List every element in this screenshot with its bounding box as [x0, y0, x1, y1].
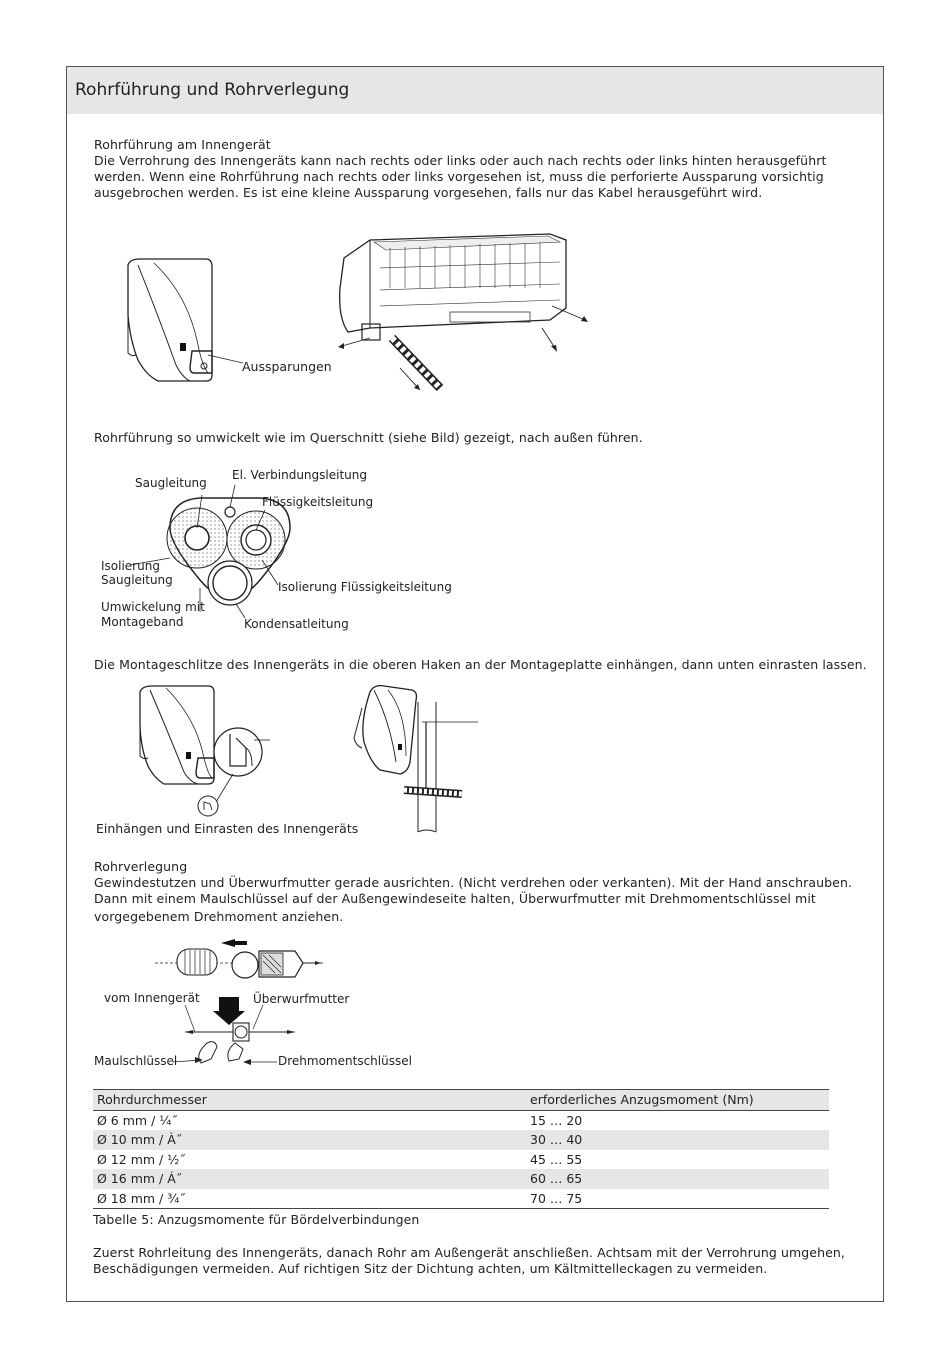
- table-row: [93, 1150, 829, 1170]
- install-line-2: Dann mit einem Maulschlüssel auf der Außengewindeseite halten, Überwurfmutter mit Drehmomentschlüssel mit: [94, 891, 816, 906]
- final-line-2: Beschädigungen vermeiden. Auf richtigen Sitz der Dichtung achten, um Kältmittelleckagen zu vermeiden.: [93, 1261, 768, 1276]
- label-saugleitung: Saugleitung: [135, 476, 207, 490]
- table-cell-torque: 60 … 65: [526, 1169, 829, 1189]
- mount-hook-illustration: [128, 682, 278, 817]
- label-maulschluessel: Maulschlüssel: [94, 1054, 178, 1068]
- label-isolierung-saug-1: Isolierung: [101, 559, 160, 573]
- label-vom-innengeraet: vom Innengerät: [104, 991, 200, 1005]
- table-row: [93, 1189, 829, 1209]
- intro-line-2: werden. Wenn eine Rohrführung nach rechts oder links vorgesehen ist, muss die perforierte Aussparung vorsichtig: [94, 169, 824, 184]
- table-row: [93, 1110, 829, 1130]
- torque-table: [93, 1089, 829, 1209]
- table-header-torque: erforderliches Anzugsmoment (Nm): [526, 1090, 829, 1111]
- table-cell-diameter: Ø 16 mm / Á˝: [93, 1169, 526, 1189]
- table-cell-diameter: Ø 12 mm / ½˝: [97, 1151, 186, 1167]
- label-umwickelung-1: Umwickelung mit: [101, 600, 205, 614]
- indoor-unit-side-illustration: [118, 255, 248, 390]
- table-header-diameter: Rohrdurchmesser: [93, 1090, 526, 1111]
- table-cell-torque: 30 … 40: [526, 1130, 829, 1150]
- label-aussparungen: Aussparungen: [242, 359, 332, 374]
- mount-caption: Einhängen und Einrasten des Innengeräts: [96, 821, 359, 836]
- mount-wall-illustration: [350, 682, 480, 837]
- label-isolierung-fluessig: Isolierung Flüssigkeitsleitung: [278, 580, 452, 594]
- label-drehmomentschluessel: Drehmomentschlüssel: [278, 1054, 412, 1068]
- install-heading: Rohrverlegung: [94, 859, 188, 874]
- table-cell-diameter: Ø 18 mm / ¾˝: [93, 1189, 526, 1209]
- label-umwickelung-2: Montageband: [101, 615, 184, 629]
- final-line-1: Zuerst Rohrleitung des Innengeräts, danach Rohr am Außengerät anschließen. Achtsam mit der Verrohrung umgehen,: [93, 1245, 846, 1260]
- indoor-unit-rear-illustration: [330, 228, 590, 403]
- label-el-verbindungsleitung: El. Verbindungsleitung: [232, 468, 367, 482]
- install-line-3: vorgegebenem Drehmoment anziehen.: [94, 909, 344, 924]
- table-cell-torque: 70 … 75: [526, 1189, 829, 1209]
- table-cell-diameter: Ø 10 mm / À˝: [93, 1130, 526, 1150]
- install-line-1: Gewindestutzen und Überwurfmutter gerade ausrichten. (Nicht verdrehen oder verkanten). Mit der Hand anschrauben.: [94, 875, 853, 890]
- table-row: [93, 1169, 829, 1189]
- table-row: [93, 1130, 829, 1150]
- table-header-row: [93, 1090, 829, 1111]
- intro-line-1: Die Verrohrung des Innengeräts kann nach rechts oder links oder auch nach rechts oder links hinten herausgeführt: [94, 153, 827, 168]
- page-title: Rohrführung und Rohrverlegung: [75, 80, 350, 100]
- mount-instruction: Die Montageschlitze des Innengeräts in die oberen Haken an der Montageplatte einhängen, dann unten einrasten lassen.: [94, 657, 867, 672]
- table-caption: Tabelle 5: Anzugsmomente für Bördelverbindungen: [93, 1212, 420, 1227]
- intro-line-3: ausgebrochen werden. Es ist eine kleine Aussparung vorgesehen, falls nur das Kabel herausgeführt wird.: [94, 185, 763, 200]
- table-cell-torque: 45 … 55: [530, 1151, 583, 1167]
- label-ueberwurfmutter: Überwurfmutter: [253, 992, 350, 1006]
- label-kondensatleitung: Kondensatleitung: [244, 617, 349, 631]
- label-isolierung-saug-2: Saugleitung: [101, 573, 173, 587]
- table-cell-torque: 15 … 20: [530, 1112, 583, 1128]
- table-cell-diameter: Ø 6 mm / ¼˝: [97, 1112, 178, 1128]
- intro-heading: Rohrführung am Innengerät: [94, 137, 271, 152]
- label-fluessigkeitsleitung: Flüssigkeitsleitung: [262, 495, 374, 509]
- wrap-instruction: Rohrführung so umwickelt wie im Querschnitt (siehe Bild) gezeigt, nach außen führen.: [94, 430, 643, 445]
